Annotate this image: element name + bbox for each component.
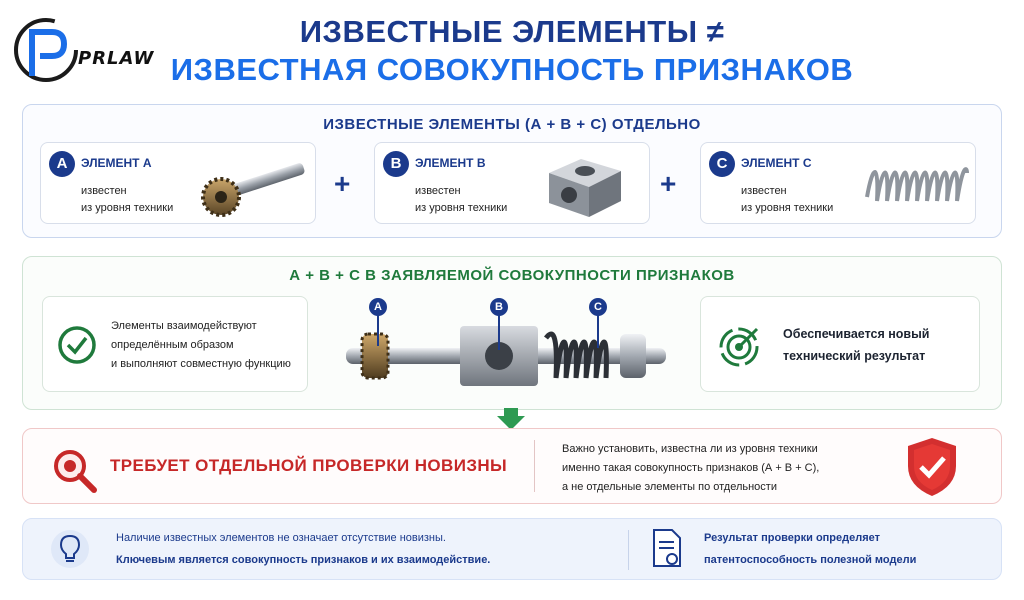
conclusion-left-line2: Ключевым является совокупность признаков и их взаимодействие. (116, 554, 491, 566)
check-circle-icon (57, 325, 97, 365)
element-a-badge: A (49, 151, 75, 177)
conclusion-right-line1: Результат проверки определяет (704, 532, 881, 544)
marker-b: B (490, 298, 508, 316)
novelty-check-title: ТРЕБУЕТ ОТДЕЛЬНОЙ ПРОВЕРКИ НОВИЗНЫ (110, 456, 508, 475)
element-b-card (374, 142, 650, 224)
element-a-desc (81, 183, 191, 217)
interaction-line3: и выполняют совместную функцию (111, 358, 291, 370)
marker-a: A (369, 298, 387, 316)
page-title-line1: ИЗВЕСТНЫЕ ЭЛЕМЕНТЫ ≠ (299, 14, 725, 49)
combination-heading: А + В + С В ЗАЯВЛЯЕМОЙ СОВОКУПНОСТИ ПРИЗНАКОВ (289, 267, 735, 284)
element-a-desc-line2: из уровня техники (81, 202, 174, 214)
arrow-down-green-icon (497, 408, 525, 430)
element-b-desc (415, 183, 525, 217)
element-c-desc-line1: известен (741, 185, 787, 197)
result-card (700, 296, 980, 392)
element-b-desc-line1: известен (415, 185, 461, 197)
element-b-desc-line2: из уровня техники (415, 202, 508, 214)
conclusion-divider (628, 530, 629, 570)
result-line1: Обеспечивается новый (783, 327, 930, 341)
gear-shaft-icon (191, 157, 311, 217)
conclusion-right-line2: патентоспособность полезной модели (704, 554, 917, 566)
result-line2: технический результат (783, 349, 926, 363)
assembly-illustration (340, 290, 680, 406)
certificate-document-icon (650, 528, 684, 570)
target-icon (717, 321, 765, 369)
conclusion-right-text (704, 527, 916, 571)
interaction-text (111, 317, 291, 374)
element-a-desc-line1: известен (81, 185, 127, 197)
interaction-line2: определённым образом (111, 339, 234, 351)
marker-c: C (589, 298, 607, 316)
element-c-title: ЭЛЕМЕНТ С (741, 156, 812, 170)
conclusion-left-text (116, 527, 490, 571)
magnifier-icon (50, 446, 98, 494)
novelty-line2: именно такая совокупность признаков (А + В + С), (562, 462, 820, 474)
known-elements-heading: ИЗВЕСТНЫЕ ЭЛЕМЕНТЫ (А + В + С) ОТДЕЛЬНО (323, 116, 701, 133)
plus-sign-2: + (660, 168, 677, 199)
novelty-line1: Важно установить, известна ли из уровня техники (562, 443, 818, 455)
element-c-desc (741, 183, 851, 217)
shield-check-icon (904, 436, 960, 498)
novelty-check-text (562, 440, 819, 497)
conclusion-left-line1: Наличие известных элементов не означает отсутствие новизны. (116, 532, 446, 544)
plus-sign-1: + (334, 168, 351, 199)
lightbulb-icon (50, 528, 90, 570)
element-c-desc-line2: из уровня техники (741, 202, 834, 214)
element-c-card (700, 142, 976, 224)
page-title-line2: ИЗВЕСТНАЯ СОВОКУПНОСТЬ ПРИЗНАКОВ (170, 52, 854, 87)
element-c-badge: C (709, 151, 735, 177)
element-a-title: ЭЛЕМЕНТ А (81, 156, 152, 170)
interaction-card (42, 296, 308, 392)
result-text (783, 323, 929, 367)
novelty-line3: а не отдельные элементы по отдельности (562, 481, 777, 493)
element-b-title: ЭЛЕМЕНТ В (415, 156, 486, 170)
logo-text: PRLAW (78, 48, 155, 69)
spring-icon (861, 153, 973, 217)
element-b-badge: B (383, 151, 409, 177)
interaction-line1: Элементы взаимодействуют (111, 320, 257, 332)
metal-block-icon (535, 149, 635, 221)
novelty-divider (534, 440, 535, 492)
element-a-card (40, 142, 316, 224)
